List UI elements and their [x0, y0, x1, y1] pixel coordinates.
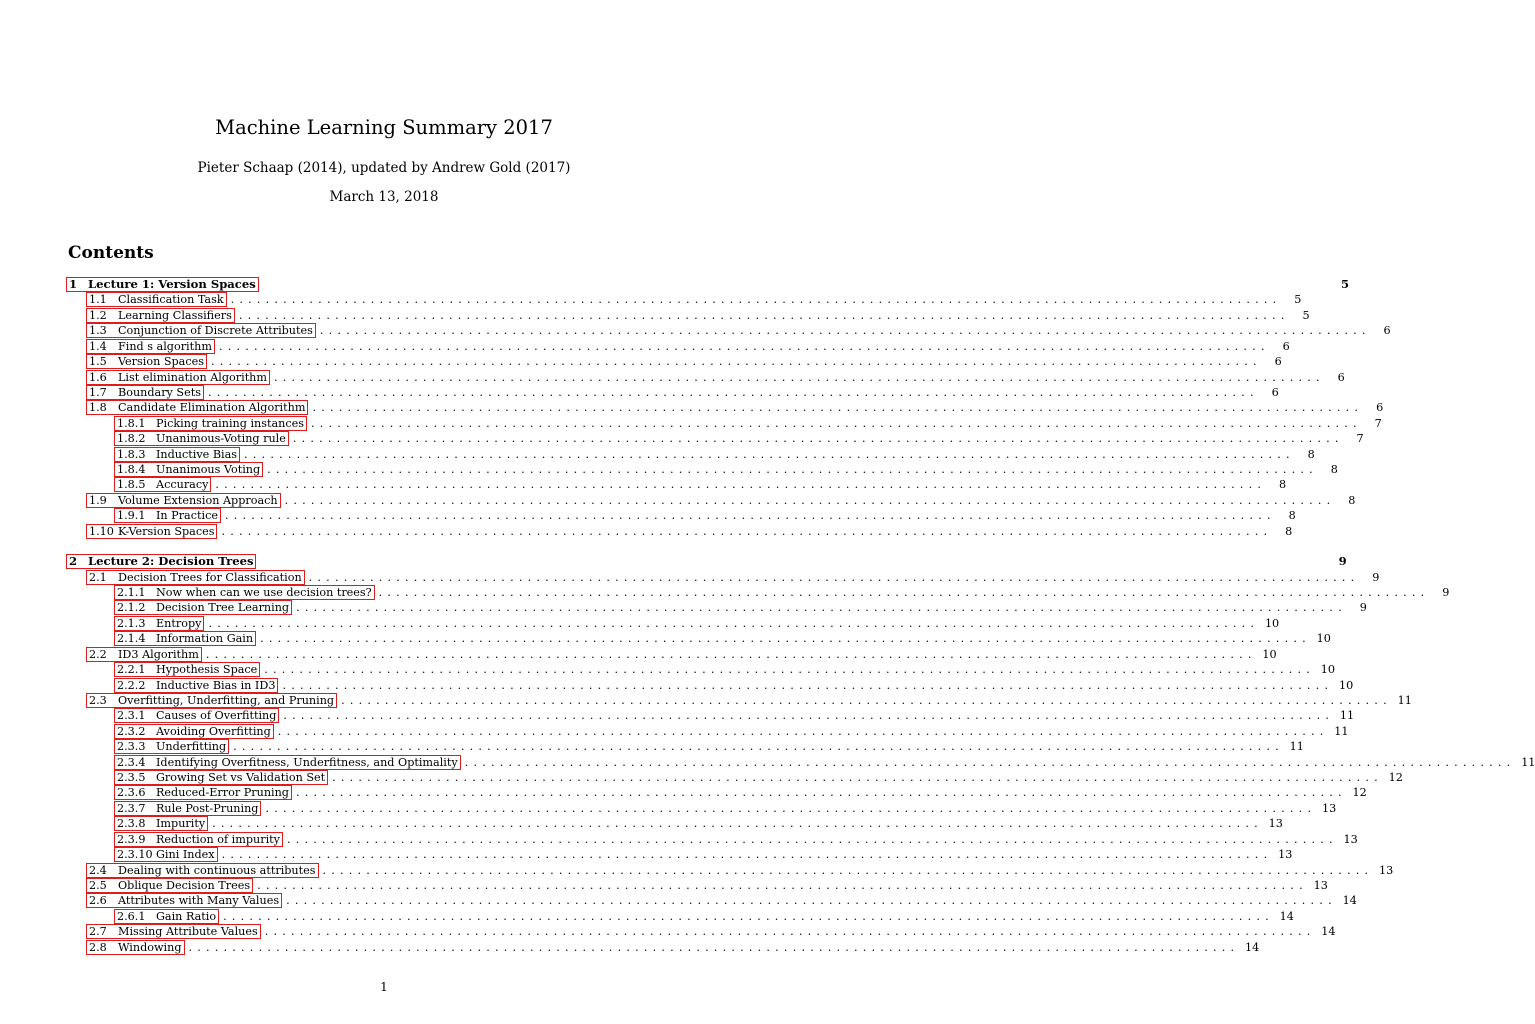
toc-page-number: 13 — [1343, 832, 1358, 846]
toc-entry — [114, 739, 1304, 754]
toc-entry-number: 2.1.2 — [117, 601, 146, 615]
toc-entry — [114, 631, 1331, 646]
toc-entry-number: 2.2.2 — [117, 678, 146, 692]
toc-entry — [114, 847, 1293, 862]
toc-entry-number: 1.8.1 — [117, 416, 146, 430]
toc-page-number: 5 — [1302, 308, 1310, 322]
toc-entry-number: 1.2 — [89, 308, 107, 322]
toc-entry — [86, 323, 1391, 338]
toc-entry-title: Hypothesis Space — [156, 663, 258, 677]
toc-leader-dots: ........................................................................................................................ — [224, 509, 1276, 523]
toc-entry — [86, 292, 1302, 307]
toc-link[interactable] — [114, 447, 240, 462]
toc-entry-number: 2.8 — [89, 940, 107, 954]
toc-entry-number: 2.2 — [89, 647, 107, 661]
toc-page-number: 11 — [1521, 755, 1535, 769]
toc-entry-title: Overfitting, Underfitting, and Pruning — [118, 693, 335, 707]
toc-entry — [114, 508, 1296, 523]
toc-entry-number: 2.3.2 — [117, 724, 146, 738]
toc-entry-number: 2.3.7 — [117, 801, 146, 815]
toc-entry — [86, 924, 1336, 939]
toc-page-number: 9 — [1338, 554, 1347, 569]
toc-entry-title: Information Gain — [156, 632, 254, 646]
toc-entry-title: Missing Attribute Values — [118, 925, 258, 939]
toc-leader-dots: ........................................................................................................................ — [267, 463, 1318, 477]
toc-entry-title: Find s algorithm — [118, 339, 212, 353]
toc-leader-dots: ........................................................................................................................ — [264, 663, 1316, 677]
toc-entry — [114, 678, 1354, 693]
toc-leader-dots: ........................................................................................................................ — [284, 493, 1336, 507]
toc-link[interactable] — [86, 647, 202, 662]
toc-link[interactable] — [86, 292, 227, 307]
toc-link[interactable] — [114, 785, 292, 800]
toc-entry-title: Attributes with Many Values — [118, 894, 280, 908]
toc-leader-dots: ........................................................................................................................ — [221, 524, 1273, 538]
toc-link[interactable] — [114, 585, 375, 600]
toc-page-number: 14 — [1342, 894, 1357, 908]
toc-entry — [114, 755, 1535, 770]
toc-leader-dots: ........................................................................................................................ — [295, 786, 1347, 800]
toc-entry-title: Causes of Overfitting — [156, 709, 277, 723]
toc-page-number: 12 — [1352, 786, 1367, 800]
toc-entry — [86, 893, 1357, 908]
toc-entry — [86, 400, 1384, 415]
toc-entry-number: 1.3 — [89, 324, 107, 338]
toc-link[interactable] — [66, 554, 256, 569]
toc-entry-title: Lecture 1: Version Spaces — [88, 277, 256, 291]
toc-leader-dots: ........................................................................................................................ — [233, 740, 1284, 754]
toc-page-number: 11 — [1397, 693, 1412, 707]
toc-link[interactable] — [86, 863, 319, 878]
toc-entry — [86, 940, 1260, 955]
toc-entry-title: Decision Trees for Classification — [118, 570, 302, 584]
toc-entry-number: 2.1 — [89, 570, 107, 584]
toc-leader-dots: ........................................................................................................................ — [282, 678, 1334, 692]
toc-link[interactable] — [86, 323, 316, 338]
toc-page-number: 13 — [1379, 863, 1394, 877]
toc-entry-number: 1.9 — [89, 493, 107, 507]
toc-entry-title: List elimination Algorithm — [118, 370, 267, 384]
toc-entry-number: 1.8.3 — [117, 447, 146, 461]
toc-entry-title: Boundary Sets — [118, 385, 201, 399]
toc-leader-dots: ........................................................................................................................ — [283, 709, 1335, 723]
toc-leader-dots: ........................................................................................................................ — [319, 324, 1371, 338]
toc-entry-number: 2.6 — [89, 894, 107, 908]
document-title: Machine Learning Summary 2017 — [215, 116, 553, 139]
toc-link[interactable] — [114, 431, 289, 446]
toc-entry-number: 1.9.1 — [117, 509, 146, 523]
toc-leader-dots: ........................................................................................................................ — [378, 585, 1430, 599]
toc-entry-title: ID3 Algorithm — [118, 647, 199, 661]
toc-link[interactable] — [114, 600, 292, 615]
toc-page-number: 6 — [1376, 401, 1384, 415]
toc-entry-title: Dealing with continuous attributes — [118, 863, 316, 877]
toc-entry-title: Inductive Bias in ID3 — [156, 678, 276, 692]
toc-link[interactable] — [86, 370, 270, 385]
toc-entry-number: 1.8.2 — [117, 432, 146, 446]
toc-entry-title: Version Spaces — [118, 355, 204, 369]
toc-entry-title: In Practice — [156, 509, 218, 523]
toc-entry-number: 2.3.3 — [117, 740, 146, 754]
toc-entry — [114, 585, 1450, 600]
toc-entry-number: 1.6 — [89, 370, 107, 384]
toc-link[interactable] — [114, 462, 263, 477]
toc-entry — [114, 616, 1280, 631]
toc-leader-dots: ........................................................................................................................ — [286, 832, 1338, 846]
toc-link[interactable] — [114, 477, 211, 492]
toc-link[interactable] — [114, 847, 218, 862]
toc-page-number: 6 — [1274, 355, 1282, 369]
toc-link[interactable] — [86, 893, 282, 908]
toc-leader-dots: ........................................................................................................................ — [215, 478, 1267, 492]
toc-link[interactable] — [114, 801, 261, 816]
toc-page-number: 5 — [1294, 293, 1302, 307]
toc-entry-number: 1.5 — [89, 355, 107, 369]
toc-entry-number: 2.3.10 — [117, 848, 153, 862]
toc-entry-number: 2.3.6 — [117, 786, 146, 800]
toc-link[interactable] — [114, 739, 229, 754]
toc-entry-number: 1.8.5 — [117, 478, 146, 492]
toc-entry-number: 2.3 — [89, 693, 107, 707]
toc-leader-dots: ........................................................................................................................ — [332, 771, 1383, 785]
toc-leader-dots: ........................................................................................................................ — [464, 755, 1516, 769]
toc-entry-number: 2.4 — [89, 863, 107, 877]
toc-entry-number: 1.8.4 — [117, 463, 146, 477]
toc-page-number: 8 — [1307, 447, 1315, 461]
toc-leader-dots: ........................................................................................................................ — [207, 385, 1259, 399]
toc-entry-number: 1.1 — [89, 293, 107, 307]
toc-entry — [114, 662, 1336, 677]
toc-link[interactable] — [86, 339, 215, 354]
toc-leader-dots: ........................................................................................................................ — [260, 632, 1311, 646]
toc-entry — [114, 724, 1349, 739]
toc-leader-dots: ........................................................................................................................ — [257, 878, 1308, 892]
toc-entry-number: 2.2.1 — [117, 663, 146, 677]
toc-entry-title: Growing Set vs Validation Set — [156, 771, 326, 785]
toc-entry — [114, 801, 1337, 816]
toc-leader-dots: ........................................................................................................................ — [210, 355, 1262, 369]
toc-link[interactable] — [114, 708, 279, 723]
toc-entry-title: Underfitting — [156, 740, 227, 754]
toc-leader-dots: ........................................................................................................................ — [312, 401, 1364, 415]
toc-entry — [66, 277, 1350, 292]
toc-entry — [66, 554, 1347, 569]
toc-entry-number: 2.3.5 — [117, 771, 146, 785]
toc-page-number: 10 — [1338, 678, 1354, 692]
toc-entry-number: 2.3.4 — [117, 755, 146, 769]
toc-page-number: 10 — [1262, 647, 1277, 661]
toc-entry-number: 2.1.4 — [117, 632, 146, 646]
contents-heading: Contents — [68, 243, 154, 263]
toc-leader-dots: ........................................................................................................................ — [218, 339, 1270, 353]
toc-link[interactable] — [114, 508, 221, 523]
toc-entry-number: 2.3.9 — [117, 832, 146, 846]
toc-leader-dots: ........................................................................................................................ — [296, 601, 1347, 615]
toc-entry — [114, 770, 1403, 785]
toc-entry-number: 2.1.1 — [117, 585, 146, 599]
toc-page-number: 13 — [1268, 817, 1283, 831]
toc-entry-number: 1.8 — [89, 401, 107, 415]
toc-link[interactable] — [86, 493, 281, 508]
toc-leader-dots: ........................................................................................................................ — [264, 925, 1316, 939]
toc-entry — [114, 708, 1355, 723]
toc-page-number: 11 — [1339, 709, 1355, 723]
toc-leader-dots: ........................................................................................................................ — [286, 894, 1337, 908]
toc-entry-title: Reduced-Error Pruning — [156, 786, 289, 800]
toc-leader-dots: ........................................................................................................................ — [308, 570, 1360, 584]
toc-page-number: 8 — [1288, 509, 1296, 523]
toc-entry-title: Gain Ratio — [156, 909, 217, 923]
toc-entry — [114, 909, 1294, 924]
toc-leader-dots: ........................................................................................................................ — [188, 940, 1240, 954]
toc-page-number: 14 — [1321, 925, 1336, 939]
toc-entry-number: 1.7 — [89, 385, 107, 399]
toc-link[interactable] — [114, 631, 256, 646]
toc-entry — [86, 493, 1356, 508]
toc-page-number: 10 — [1320, 663, 1336, 677]
toc-leader-dots: ........................................................................................................................ — [277, 724, 1329, 738]
toc-entry — [86, 354, 1282, 369]
toc-leader-dots: ........................................................................................................................ — [230, 293, 1282, 307]
toc-entry — [114, 462, 1338, 477]
toc-entry-number: 1 — [69, 277, 78, 291]
toc-entry-number: 1.10 — [89, 524, 114, 538]
toc-entry-number: 2.5 — [89, 878, 107, 892]
toc-entry — [114, 832, 1358, 847]
toc-entry — [114, 816, 1283, 831]
toc-page-number: 8 — [1348, 493, 1356, 507]
toc-entry — [86, 693, 1412, 708]
toc-entry-title: Accuracy — [156, 478, 209, 492]
toc-page-number: 10 — [1264, 616, 1280, 630]
toc-link[interactable] — [86, 940, 185, 955]
toc-entry-number: 2.1.3 — [117, 616, 146, 630]
toc-leader-dots: ........................................................................................................................ — [244, 447, 1295, 461]
toc-entry — [86, 385, 1279, 400]
toc-entry — [114, 600, 1367, 615]
toc-link[interactable] — [114, 832, 283, 847]
toc-link[interactable] — [114, 755, 461, 770]
toc-link[interactable] — [114, 662, 260, 677]
toc-leader-dots: ........................................................................................................................ — [265, 801, 1317, 815]
toc-entry-title: Lecture 2: Decision Trees — [88, 554, 254, 569]
toc-leader-dots: ........................................................................................................................ — [208, 616, 1260, 630]
toc-leader-dots: ........................................................................................................................ — [205, 647, 1257, 661]
toc-page-number: 13 — [1313, 878, 1328, 892]
toc-entry-title: Oblique Decision Trees — [118, 878, 251, 892]
toc-page-number: 9 — [1442, 585, 1450, 599]
toc-leader-dots: ........................................................................................................................ — [274, 370, 1325, 384]
toc-entry — [86, 370, 1345, 385]
document-authors: Pieter Schaap (2014), updated by Andrew Gold (2017) — [197, 160, 571, 176]
toc-page-number: 7 — [1356, 432, 1364, 446]
toc-link[interactable] — [114, 816, 208, 831]
toc-entry — [114, 416, 1382, 431]
toc-entry — [86, 570, 1380, 585]
toc-entry-title: Conjunction of Discrete Attributes — [118, 324, 313, 338]
toc-entry-title: Windowing — [118, 940, 182, 954]
toc-entry-title: Now when can we use decision trees? — [156, 585, 372, 599]
toc-entry-number: 2.3.1 — [117, 709, 146, 723]
toc-entry-number: 2.3.8 — [117, 817, 146, 831]
toc-page-number: 5 — [1340, 277, 1350, 291]
toc-link[interactable] — [114, 770, 328, 785]
toc-entry — [86, 339, 1290, 354]
toc-entry — [114, 431, 1364, 446]
toc-link[interactable] — [114, 416, 307, 431]
toc-link[interactable] — [114, 909, 219, 924]
toc-entry — [114, 447, 1315, 462]
toc-leader-dots: ........................................................................................................................ — [221, 848, 1273, 862]
toc-page-number: 13 — [1321, 801, 1337, 815]
toc-page-number: 11 — [1289, 740, 1304, 754]
toc-entry-title: Identifying Overfitness, Underfitness, and Optimality — [156, 755, 458, 769]
toc-entry — [114, 477, 1287, 492]
toc-entry-title: Inductive Bias — [156, 447, 238, 461]
toc-entry-title: Classification Task — [118, 293, 224, 307]
toc-entry-title: Decision Tree Learning — [156, 601, 290, 615]
toc-link[interactable] — [86, 400, 308, 415]
toc-entry-title: Volume Extension Approach — [118, 493, 278, 507]
toc-entry-number: 2.7 — [89, 925, 107, 939]
toc-entry-number: 1.4 — [89, 339, 107, 353]
toc-page-number: 6 — [1282, 339, 1290, 353]
toc-link[interactable] — [86, 354, 207, 369]
toc-leader-dots: ........................................................................................................................ — [223, 909, 1274, 923]
toc-entry-title: Gini Index — [156, 848, 215, 862]
toc-leader-dots: ........................................................................................................................ — [238, 308, 1290, 322]
toc-entry — [86, 308, 1310, 323]
toc-entry-number: 2.6.1 — [117, 909, 146, 923]
toc-page-number: 6 — [1271, 385, 1279, 399]
toc-entry-title: Entropy — [156, 616, 202, 630]
toc-page-number: 12 — [1388, 771, 1403, 785]
toc-link[interactable] — [86, 924, 261, 939]
toc-leader-dots: ........................................................................................................................ — [310, 416, 1362, 430]
page-number: 1 — [380, 980, 388, 994]
toc-entry — [114, 785, 1367, 800]
toc-link[interactable] — [86, 385, 204, 400]
toc-entry — [86, 524, 1293, 539]
toc-page-number: 8 — [1285, 524, 1293, 538]
toc-link[interactable] — [86, 878, 253, 893]
toc-entry-title: Candidate Elimination Algorithm — [118, 401, 306, 415]
toc-leader-dots: ........................................................................................................................ — [322, 863, 1374, 877]
toc-entry — [86, 863, 1394, 878]
toc-page-number: 14 — [1245, 940, 1260, 954]
toc-entry-title: Impurity — [156, 817, 206, 831]
toc-entry-number: 2 — [69, 554, 78, 569]
toc-page-number: 9 — [1359, 601, 1367, 615]
toc-page-number: 6 — [1383, 324, 1391, 338]
toc-link[interactable] — [86, 308, 235, 323]
toc-page-number: 11 — [1334, 724, 1349, 738]
toc-entry-title: Picking training instances — [156, 416, 304, 430]
toc-link[interactable] — [86, 693, 337, 708]
toc-link[interactable] — [114, 616, 204, 631]
toc-link[interactable] — [86, 570, 305, 585]
toc-entry-title: K-Version Spaces — [118, 524, 215, 538]
toc-link[interactable] — [86, 524, 217, 539]
toc-page-number: 6 — [1337, 370, 1345, 384]
toc-leader-dots: ........................................................................................................................ — [212, 817, 1263, 831]
toc-entry-title: Unanimous-Voting rule — [156, 432, 286, 446]
toc-entry-title: Unanimous Voting — [156, 463, 261, 477]
toc-page-number: 7 — [1374, 416, 1382, 430]
toc-leader-dots: ........................................................................................................................ — [341, 693, 1392, 707]
toc-page-number: 13 — [1278, 848, 1293, 862]
document-date: March 13, 2018 — [329, 189, 439, 205]
toc-page-number: 14 — [1279, 909, 1294, 923]
toc-entry-title: Rule Post-Pruning — [156, 801, 259, 815]
toc-leader-dots: ........................................................................................................................ — [292, 432, 1344, 446]
toc-entry — [86, 878, 1328, 893]
toc-page-number: 10 — [1316, 632, 1331, 646]
toc-entry-title: Reduction of impurity — [156, 832, 280, 846]
toc-entry-title: Learning Classifiers — [118, 308, 232, 322]
toc-page-number: 9 — [1372, 570, 1380, 584]
toc-page-number: 8 — [1330, 463, 1338, 477]
toc-link[interactable] — [114, 724, 274, 739]
toc-page-number: 8 — [1279, 478, 1287, 492]
toc-entry-title: Avoiding Overfitting — [156, 724, 271, 738]
toc-entry — [86, 647, 1277, 662]
toc-link[interactable] — [66, 277, 259, 292]
toc-link[interactable] — [114, 678, 278, 693]
